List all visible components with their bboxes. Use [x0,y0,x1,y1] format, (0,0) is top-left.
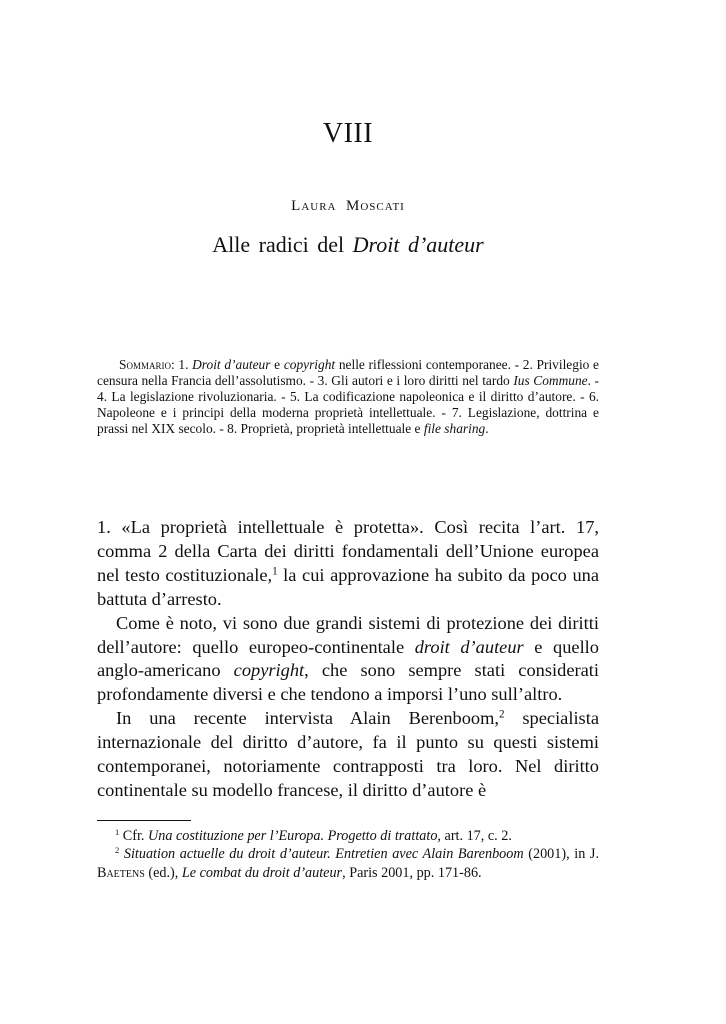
summary [97,357,599,437]
body-text [97,516,599,803]
title-italic: Droit d’auteur [352,232,484,257]
paragraph-text: specialista internazionale del diritto d’autore, fa il punto su questi sistemi contemporanei, notoriamente contrapposti tra loro. Nel diritto continentale su modello francese, il diritto d’autore è [97,708,599,800]
author-name [97,198,599,215]
footnote-divider [97,820,191,821]
summary-text: . - 4. La legislazione rivoluzionaria. - 5. La codificazione napoleonica e il diritto d’autore. - 6. Napoleone e i principi della moderna proprietà intellettuale. - 7. Legislazione, dottrina e prassi nel XIX secolo. - 8. Proprietà, proprietà intellettuale e [97,373,600,437]
footnote-ref-2[interactable]: 2 [499,708,505,721]
footnote-text: , art. 17, c. 2. [437,828,512,844]
summary-italic: Ius Commune [513,373,588,389]
summary-italic: file sharing [423,421,486,437]
paragraph-2 [97,612,599,708]
author-last-name: Moscati [346,198,405,214]
footnote-number: 1 [115,826,120,837]
paragraph-text: In una recente intervista Alain Berenboom, [116,708,499,729]
footnote-italic: Una costituzione per l’Europa. Progetto di trattato [148,828,438,844]
paragraph-text: 1. «La proprietà intellettuale è protetta». Così recita l’art. 17, comma 2 della Carta dei diritti fondamentali dell’Unione europea nel testo costituzionale, [97,517,599,585]
paragraph-text: la cui approvazione ha subito da poco una battuta d’arresto. [97,564,599,609]
paragraph-text: , che sono sempre stati considerati profondamente diversi e che tendono a imporsi l’uno sull’altro. [97,660,599,705]
footnote-number: 2 [115,845,120,856]
chapter-number: VIII [322,118,374,149]
summary-text: nelle riflessioni contemporanee. - 2. Privilegio e censura nella Francia dell’assolutismo. - 3. Gli autori e i loro diritti nel tardo [97,357,600,389]
summary-text: . [485,421,489,437]
paragraph-italic: droit d’auteur [414,636,524,657]
footnote-2 [97,845,599,882]
paragraph-1 [97,516,599,612]
footnote-text: (2001), in J. [523,846,599,863]
summary-text: 1. [174,357,193,372]
author-first-name: Laura [291,198,337,214]
footnote-1 [97,827,599,845]
summary-text: e [270,357,284,372]
paragraph-italic: copyright [233,660,305,681]
footnote-text: , Paris 2001, pp. 171-86. [342,864,482,881]
summary-italic: Droit d’auteur [192,357,271,372]
paragraph-3 [97,707,599,803]
footnote-text: Cfr. [119,828,149,844]
footnote-smallcaps: Baetens [97,864,145,881]
paragraph-text: e quello anglo-americano [97,636,599,681]
footnote-italic: Le combat du droit d’auteur [181,864,343,881]
chapter-title [97,232,599,258]
title-plain: Alle radici del [212,232,353,257]
footnote-ref-1[interactable]: 1 [272,565,278,578]
paragraph-text: Come è noto, vi sono due grandi sistemi di protezione dei diritti dell’autore: quello europeo-continentale [97,612,599,657]
footnotes [97,827,599,882]
footnote-italic: Situation actuelle du droit d’auteur. Entretien avec Alain Barenboom [123,846,524,863]
summary-label: Sommario: [119,357,175,372]
footnote-text: (ed.), [144,864,182,881]
summary-italic: copyright [283,357,336,372]
